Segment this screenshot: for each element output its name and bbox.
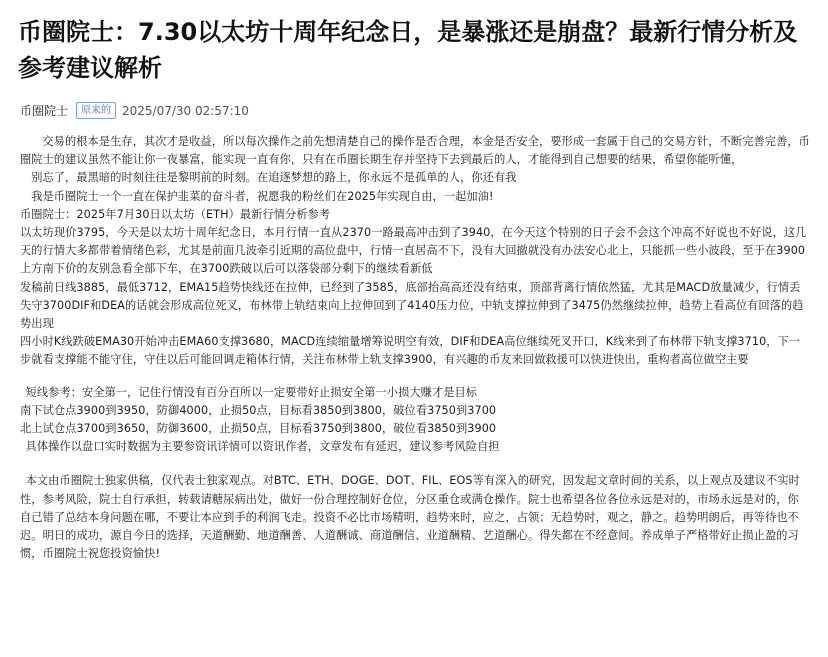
disclaimer: 本文由币圈院士独家供稿，仅代表士独家观点。对BTC、ETH、DOGE、DOT、FIL、EOS等有深入的研究，因发起文章时间的关系，以上观点及建议不实时性，参考风险，院士自行承担，转载请糖尿病出处，做好一份合理控制好仓位，分区重仓或满仓操作。院士也希望各位各位永远是对的，市场永远是对的，你自己错了总结本身问题在哪，不要让本应到手的利润飞走。投资不必比市场精明，趋势来时，应之，占领；无趋势时，观之，静之。趋势明朗后，再等待也不迟。明日的成功，源自今日的选择，天道酬勤、地道酬善、人道酬诚、商道酬信、业道酬精、艺道酬心。得失都在不经意间。养成单子严格带好止损止盈的习惯，币圈院士祝您投资愉快! [20,474,800,561]
publish-time: 2025/07/30 02:57:10 [122,103,249,118]
paragraph-self-intro: 我是币圈院士一个一直在保护韭菜的奋斗者，祝愿我的粉丝们在2025年实现自由，一起加油! [31,189,494,203]
paragraph-price: 以太坊现价3795，今天是以太坊十周年纪念日，本月行情一直从2370一路最高冲击到了3940，在今天这个特别的日子会不会这个冲高不好说也不好说，这几天的行情大多都带着情绪色彩，尤其是前面几波牵引近期的高位盘中，行情一直居高不下，没有大回撤就没有办法安心北上，只能抓一些小波段，至于在3900上方南下价的友别急看全部下车，在3700跌破以后可以落袋部分剩下的继续看新低 [20,226,807,276]
strategy-heading: 短线参考：安全第一，记住行情没有百分百所以一定要带好止损安全第一小损大赚才是目标 [25,385,478,399]
spacer [20,456,810,472]
spacer [20,370,810,384]
strategy-note: 具体操作以盘口实时数据为主要参资讯详情可以资讯作者，文章发布有延迟，建议参考风险自担 [25,440,500,454]
paragraph-daily: 发稿前日线3885，最低3712，EMA15趋势快线还在拉伸，已经到了3585，底部抬高高还没有结束，顶部背离行情依然猛，尤其是MACD放量减少，行情丢失守3700DIF和DEA的话就会形成高位死叉，布林带上轨结束向上拉伸回到了4140压力位，中轨支撑拉伸到了3475仍然继续拉伸，趋势上看高位有回落的趋势出现 [20,280,804,331]
paragraph-4h: 四小时K线跌破EMA30开始冲击EMA60支撑3680，MACD连续缩量增筹说明空有效，DIF和DEA高位继续死叉开口，K线来到了布林带下轨支撑3710，下一步就看支撑能不能守住，守住以后可能回调走箱体行情，关注布林带上轨支撑3900，有兴趣的币友来回做救援可以快进快出，重构者高位做空主要 [20,335,801,367]
author-name[interactable]: 币圈院士 [20,104,69,118]
paragraph-intro: 交易的根本是生存，其次才是收益，所以每次操作之前先想清楚自己的操作是否合理，本金是否安全，要形成一套属于自己的交易方针，不断完善完善，币圈院士的建议虽然不能让你一夜暴富，能实现一直有你，只有在币圈长期生存并坚持下去到最后的人，才能得到自己想要的结果，希望你能听懂， [20,135,810,167]
paragraph-encourage: 别忘了，最黑暗的时刻往往是黎明前的时刻。在追逐梦想的路上，你永远不是孤单的人，你还有我 [31,171,517,185]
original-badge: 原来的 [76,102,116,119]
article-meta [20,102,249,119]
strategy-long: 北上试仓点3700到3650，防御3600，止损50点，目标看3750到3800，破位看3850到3900 [20,422,497,436]
article-body [20,133,810,563]
paragraph-heading: 币圈院士：2025年7月30日以太坊（ETH）最新行情分析参考 [20,207,331,221]
strategy-short: 南下试仓点3900到3950，防御4000，止损50点，目标看3850到3800，破位看3750到3700 [20,403,497,417]
article-title: 币圈院士：7.30以太坊十周年纪念日，是暴涨还是崩盘？最新行情分析及参考建议解析 [18,18,798,82]
